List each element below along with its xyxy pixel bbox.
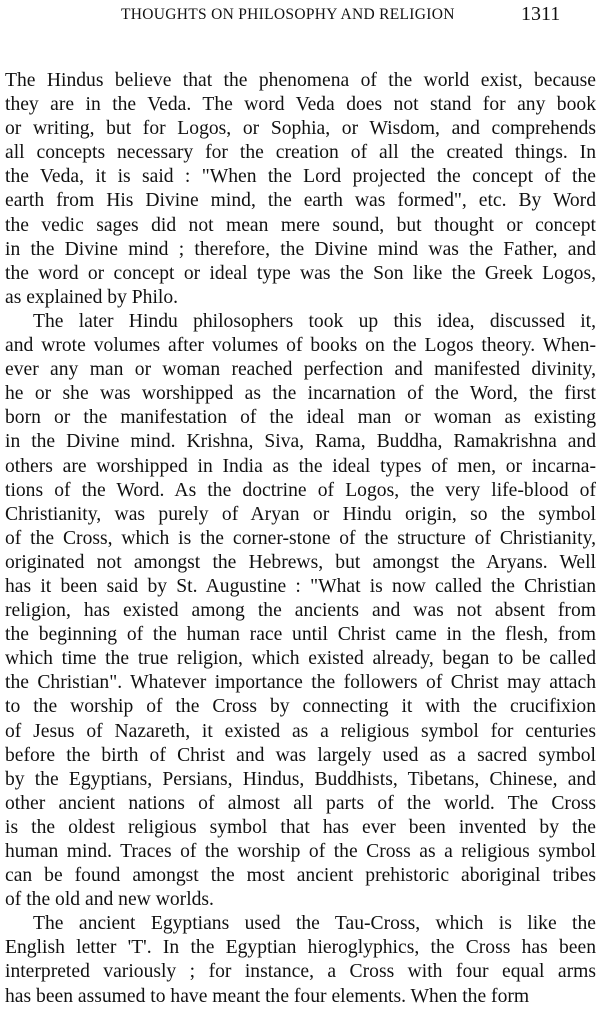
text-line: is the oldest religious symbol that has ever been invented by the [5,816,596,838]
body-text [5,69,596,1009]
text-line: the Veda, it is said : "When the Lord projected the concept of the [5,166,596,188]
text-line: as explained by Philo. [5,286,179,308]
text-line: in the Divine mind. Krishna, Siva, Rama, Buddha, Ramakrishna and [5,431,596,453]
text-line: which time the true religion, which existed already, began to be called [5,648,596,670]
text-line: before the birth of Christ and was largely used as a sacred symbol [5,744,596,766]
text-line: The Hindus believe that the phenomena of the world exist, because [5,70,596,91]
text-line: human mind. Traces of the worship of the Cross as a religious symbol [5,841,596,862]
text-line: The later Hindu philosophers took up this idea, discussed it, [33,310,596,332]
text-line: of Jesus of Nazareth, it existed as a religious symbol for centuries [5,720,596,742]
text-line: the beginning of the human race until Christ came in the flesh, from [5,624,596,646]
text-line: he or she was worshipped as the incarnation of the Word, the first [5,383,596,405]
text-line: originated not amongst the Hebrews, but amongst the Aryans. Well [5,551,596,573]
text-line: by the Egyptians, Persians, Hindus, Buddhists, Tibetans, Chinese, and [5,768,596,790]
text-line: earth from His Divine mind, the earth was formed", etc. By Word [5,190,596,212]
running-title: THOUGHTS ON PHILOSOPHY AND RELIGION [121,6,455,23]
text-line: or writing, but for Logos, or Sophia, or Wisdom, and comprehends [5,118,596,140]
text-line: religion, has existed among the ancients and was not absent from [5,600,596,622]
text-line: tions of the Word. As the doctrine of Logos, the very life-blood of [5,479,596,501]
text-line: has it been said by St. Augustine : "What is now called the Christian [5,575,596,597]
text-line: can be found amongst the most ancient prehistoric aboriginal tribes [5,865,596,887]
text-line: to the worship of the Cross by connecting it with the crucifixion [5,696,596,718]
text-line: other ancient nations of almost all parts of the world. The Cross [5,792,596,814]
text-line: others are worshipped in India as the ideal types of men, or incarna- [5,455,596,477]
text-line: of the old and new worlds. [5,889,214,911]
text-line: English letter 'T'. In the Egyptian hieroglyphics, the Cross has been [5,937,596,959]
text-line: interpreted variously ; for instance, a Cross with four equal arms [5,961,596,983]
text-line: they are in the Veda. The word Veda does not stand for any book [5,94,596,116]
page-number: 1311 [521,3,561,25]
text-line: of the Cross, which is the corner-stone of the structure of Christianity, [5,527,596,549]
text-line: the word or concept or ideal type was the Son like the Greek Logos, [5,262,596,284]
text-line: the vedic sages did not mean mere sound, but thought or concept [5,214,596,236]
paragraph [5,912,596,1008]
text-line: Christianity, was purely of Aryan or Hindu origin, so the symbol [5,503,596,525]
text-line: ever any man or woman reached perfection and manifested divinity, [5,359,596,381]
text-line: The ancient Egyptians used the Tau-Cross, which is like the [33,913,596,935]
paragraph [5,69,596,310]
running-header [0,2,600,26]
text-line: all concepts necessary for the creation of all the created things. In [5,142,596,164]
text-line: the Christian". Whatever importance the followers of Christ may attach [5,672,596,694]
text-line: has been assumed to have meant the four elements. When the form [5,985,530,1007]
text-line: in the Divine mind ; therefore, the Divine mind was the Father, and [5,238,596,260]
paragraph [5,310,596,912]
text-line: born or the manifestation of the ideal man or woman as existing [5,407,596,429]
text-line: and wrote volumes after volumes of books on the Logos theory. When- [5,335,596,357]
